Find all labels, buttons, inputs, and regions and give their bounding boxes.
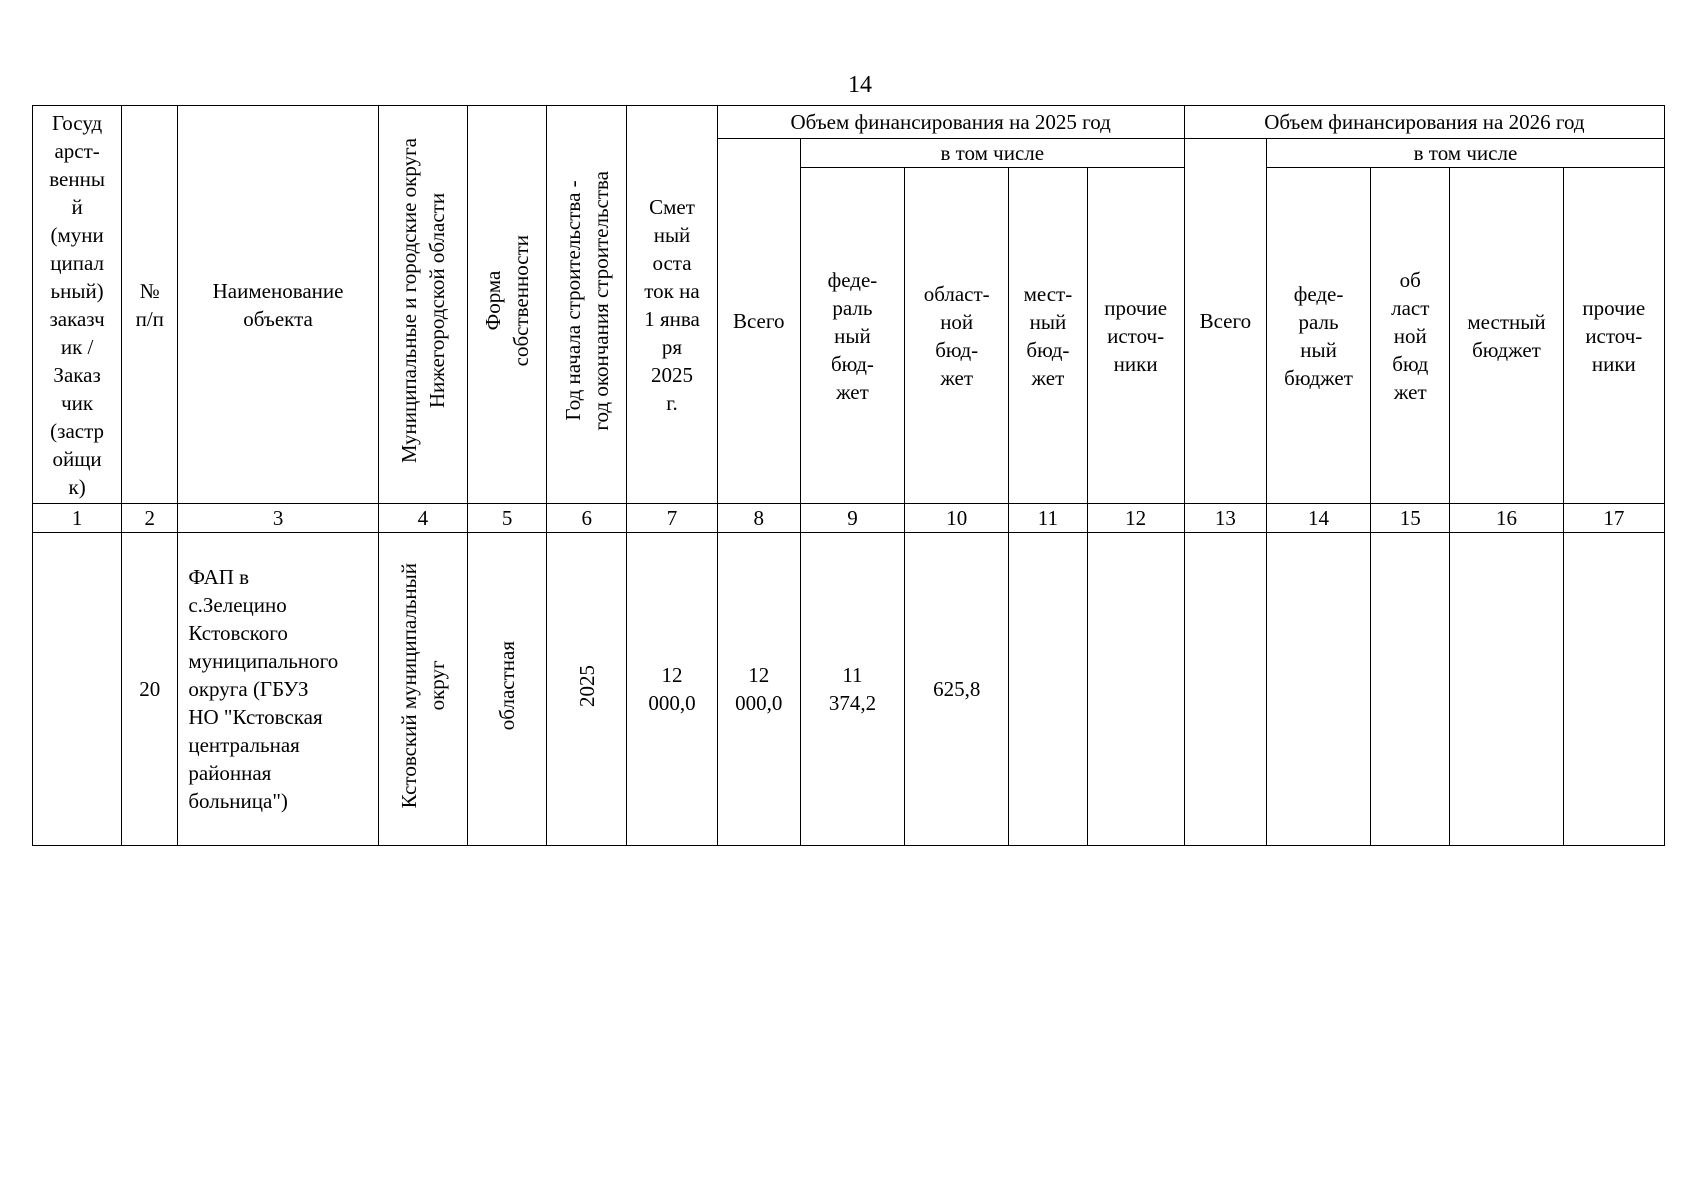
cell-years-text: 2025 [574, 664, 599, 707]
column-number: 16 [1450, 504, 1563, 533]
column-number: 9 [800, 504, 904, 533]
column-number: 12 [1087, 504, 1184, 533]
column-number: 8 [717, 504, 800, 533]
header-years-cell [547, 106, 627, 504]
column-number: 14 [1266, 504, 1370, 533]
cell-object-name: ФАП в с.Зелецино Кстовского муниципального округа (ГБУЗ НО "Кстовская центральная районная больница") [178, 533, 378, 846]
column-number: 4 [378, 504, 467, 533]
header-regional-2025: област- ной бюд- жет [905, 168, 1009, 504]
column-number: 13 [1184, 504, 1266, 533]
column-number: 1 [33, 504, 122, 533]
header-group-2025: Объем финансирования на 2025 год [717, 106, 1184, 139]
header-total-2026: Всего [1184, 139, 1266, 504]
header-ownership-cell [468, 106, 547, 504]
header-local-2026: местный бюджет [1450, 168, 1563, 504]
column-number-row [33, 504, 1665, 533]
cell-total-2026 [1184, 533, 1266, 846]
column-number: 7 [627, 504, 717, 533]
cell-local-2026 [1450, 533, 1563, 846]
cell-years [547, 533, 627, 846]
table-row [33, 533, 1665, 846]
header-districts-cell [378, 106, 467, 504]
cell-district-text: Кстовский муниципальный округ [396, 562, 449, 809]
cell-other-2026 [1563, 533, 1664, 846]
header-customer: Госуд арст- венны й (муни ципал ьный) заказч ик / Заказ чик (застр ойщи к) [33, 106, 122, 504]
column-number: 17 [1563, 504, 1664, 533]
header-federal-2025: феде- раль ный бюд- жет [800, 168, 904, 504]
header-ownership: Форма собственности [481, 235, 534, 367]
cell-local-2025 [1009, 533, 1087, 846]
column-number: 3 [178, 504, 378, 533]
cell-regional-2025: 625,8 [905, 533, 1009, 846]
column-number: 6 [547, 504, 627, 533]
cell-ownership [468, 533, 547, 846]
header-local-2025: мест- ный бюд- жет [1009, 168, 1087, 504]
page-number: 14 [848, 72, 872, 98]
header-other-2025: прочие источ- ники [1087, 168, 1184, 504]
column-number: 11 [1009, 504, 1087, 533]
header-group-2026: Объем финансирования на 2026 год [1184, 106, 1664, 139]
cell-district [378, 533, 467, 846]
cell-federal-2025: 11 374,2 [800, 533, 904, 846]
header-including-2026: в том числе [1266, 139, 1664, 168]
cell-regional-2026 [1371, 533, 1450, 846]
cell-ownership-text: областная [495, 640, 520, 731]
cell-remaining: 12 000,0 [627, 533, 717, 846]
header-remaining: Смет ный оста ток на 1 янва ря 2025 г. [627, 106, 717, 504]
column-number: 15 [1371, 504, 1450, 533]
column-number: 10 [905, 504, 1009, 533]
cell-federal-2026 [1266, 533, 1370, 846]
column-number: 2 [122, 504, 178, 533]
header-districts: Муниципальные и городские округа Нижегородской области [396, 138, 449, 464]
header-object-name: Наименование объекта [178, 106, 378, 504]
financing-table [32, 105, 1665, 846]
header-total-2025: Всего [717, 139, 800, 504]
header-number: № п/п [122, 106, 178, 504]
header-including-2025: в том числе [800, 139, 1184, 168]
cell-customer [33, 533, 122, 846]
cell-other-2025 [1087, 533, 1184, 846]
column-number: 5 [468, 504, 547, 533]
header-federal-2026: феде- раль ный бюджет [1266, 168, 1370, 504]
cell-total-2025: 12 000,0 [717, 533, 800, 846]
header-years: Год начала строительства - год окончания строительства [560, 171, 613, 431]
cell-number: 20 [122, 533, 178, 846]
header-regional-2026: об ласт ной бюд жет [1371, 168, 1450, 504]
header-other-2026: прочие источ- ники [1563, 168, 1664, 504]
